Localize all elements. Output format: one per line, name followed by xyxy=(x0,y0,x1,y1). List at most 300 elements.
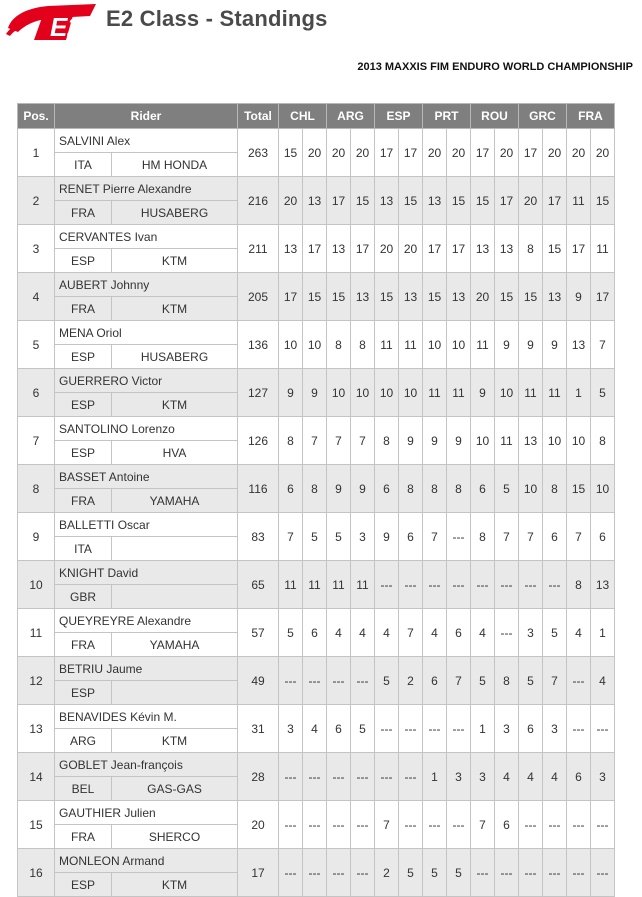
col-header-arg: ARG xyxy=(327,104,375,129)
team-cell: KTM xyxy=(112,249,238,273)
nationality-cell: ESP xyxy=(55,681,112,705)
race-score-cell: 15 xyxy=(375,273,399,321)
race-score-cell: 17 xyxy=(279,273,303,321)
rider-name-cell: RENET Pierre Alexandre xyxy=(55,177,238,201)
race-score-cell: 15 xyxy=(495,273,519,321)
race-score-cell: 5 xyxy=(303,513,327,561)
position-cell: 5 xyxy=(18,321,55,369)
race-score-cell: 8 xyxy=(591,417,615,465)
race-score-cell: 17 xyxy=(495,177,519,225)
race-score-cell: 15 xyxy=(543,225,567,273)
race-score-cell: 15 xyxy=(447,177,471,225)
race-score-cell: 13 xyxy=(399,273,423,321)
race-score-cell: 11 xyxy=(447,369,471,417)
rider-name-cell: GUERRERO Victor xyxy=(55,369,238,393)
race-score-cell: 20 xyxy=(567,129,591,177)
table-row xyxy=(18,177,615,201)
race-score-cell: --- xyxy=(303,753,327,801)
race-score-cell: 4 xyxy=(303,705,327,753)
race-score-cell: 9 xyxy=(447,417,471,465)
race-score-cell: 3 xyxy=(471,753,495,801)
race-score-cell: --- xyxy=(375,561,399,609)
race-score-cell: --- xyxy=(471,561,495,609)
race-score-cell: --- xyxy=(351,801,375,849)
race-score-cell: 10 xyxy=(327,369,351,417)
race-score-cell: 11 xyxy=(519,369,543,417)
race-score-cell: 7 xyxy=(423,513,447,561)
race-score-cell: 15 xyxy=(471,177,495,225)
race-score-cell: --- xyxy=(447,801,471,849)
position-cell: 14 xyxy=(18,753,55,801)
nationality-cell: ITA xyxy=(55,153,112,177)
race-score-cell: --- xyxy=(567,801,591,849)
standings-table xyxy=(17,103,615,897)
team-cell: KTM xyxy=(112,393,238,417)
race-score-cell: 5 xyxy=(447,849,471,897)
rider-name-cell: GOBLET Jean-françois xyxy=(55,753,238,777)
position-cell: 2 xyxy=(18,177,55,225)
race-score-cell: 7 xyxy=(591,321,615,369)
race-score-cell: 5 xyxy=(519,657,543,705)
nationality-cell: FRA xyxy=(55,297,112,321)
race-score-cell: 6 xyxy=(375,465,399,513)
race-score-cell: --- xyxy=(279,657,303,705)
team-cell: KTM xyxy=(112,873,238,897)
race-score-cell: 3 xyxy=(495,705,519,753)
total-points-cell: 211 xyxy=(238,225,279,273)
race-score-cell: --- xyxy=(519,561,543,609)
table-row xyxy=(18,273,615,297)
col-header-grc: GRC xyxy=(519,104,567,129)
race-score-cell: 13 xyxy=(375,177,399,225)
race-score-cell: 5 xyxy=(543,609,567,657)
race-score-cell: --- xyxy=(567,657,591,705)
race-score-cell: 5 xyxy=(399,849,423,897)
team-cell: SHERCO xyxy=(112,825,238,849)
race-score-cell: 8 xyxy=(279,417,303,465)
total-points-cell: 216 xyxy=(238,177,279,225)
position-cell: 9 xyxy=(18,513,55,561)
race-score-cell: --- xyxy=(471,849,495,897)
race-score-cell: 8 xyxy=(327,321,351,369)
race-score-cell: 4 xyxy=(423,609,447,657)
rider-name-cell: SALVINI Alex xyxy=(55,129,238,153)
table-row xyxy=(18,609,615,633)
nationality-cell: GBR xyxy=(55,585,112,609)
race-score-cell: 7 xyxy=(471,801,495,849)
race-score-cell: 8 xyxy=(471,513,495,561)
col-header-rou: ROU xyxy=(471,104,519,129)
position-cell: 15 xyxy=(18,801,55,849)
race-score-cell: 8 xyxy=(543,465,567,513)
race-score-cell: 9 xyxy=(303,369,327,417)
race-score-cell: 7 xyxy=(279,513,303,561)
race-score-cell: 15 xyxy=(279,129,303,177)
race-score-cell: 7 xyxy=(327,417,351,465)
race-score-cell: 4 xyxy=(567,609,591,657)
race-score-cell: 6 xyxy=(303,609,327,657)
race-score-cell: 7 xyxy=(543,657,567,705)
total-points-cell: 205 xyxy=(238,273,279,321)
rider-name-cell: CERVANTES Ivan xyxy=(55,225,238,249)
race-score-cell: 8 xyxy=(351,321,375,369)
col-header-esp: ESP xyxy=(375,104,423,129)
position-cell: 13 xyxy=(18,705,55,753)
race-score-cell: 8 xyxy=(567,561,591,609)
position-cell: 10 xyxy=(18,561,55,609)
race-score-cell: 7 xyxy=(375,801,399,849)
race-score-cell: --- xyxy=(591,705,615,753)
race-score-cell: 20 xyxy=(519,177,543,225)
race-score-cell: 13 xyxy=(351,273,375,321)
race-score-cell: 17 xyxy=(567,225,591,273)
race-score-cell: --- xyxy=(399,801,423,849)
race-score-cell: 3 xyxy=(447,753,471,801)
race-score-cell: 15 xyxy=(327,273,351,321)
position-cell: 1 xyxy=(18,129,55,177)
team-cell: YAMAHA xyxy=(112,633,238,657)
race-score-cell: 7 xyxy=(447,657,471,705)
race-score-cell: 15 xyxy=(303,273,327,321)
nationality-cell: FRA xyxy=(55,489,112,513)
col-header-fra: FRA xyxy=(567,104,615,129)
standings-body xyxy=(18,129,615,897)
race-score-cell: 17 xyxy=(303,225,327,273)
race-score-cell: 11 xyxy=(303,561,327,609)
race-score-cell: --- xyxy=(519,849,543,897)
table-row xyxy=(18,561,615,585)
race-score-cell: 10 xyxy=(591,465,615,513)
race-score-cell: 8 xyxy=(375,417,399,465)
race-score-cell: 10 xyxy=(567,417,591,465)
total-points-cell: 116 xyxy=(238,465,279,513)
race-score-cell: 10 xyxy=(447,321,471,369)
race-score-cell: --- xyxy=(423,705,447,753)
race-score-cell: 9 xyxy=(519,321,543,369)
race-score-cell: 20 xyxy=(303,129,327,177)
team-cell: YAMAHA xyxy=(112,489,238,513)
rider-name-cell: GAUTHIER Julien xyxy=(55,801,238,825)
race-score-cell: 17 xyxy=(423,225,447,273)
table-row xyxy=(18,321,615,345)
total-points-cell: 31 xyxy=(238,705,279,753)
race-score-cell: 7 xyxy=(303,417,327,465)
race-score-cell: 17 xyxy=(471,129,495,177)
col-header-pos: Pos. xyxy=(18,104,55,129)
rider-name-cell: KNIGHT David xyxy=(55,561,238,585)
race-score-cell: 5 xyxy=(279,609,303,657)
nationality-cell: ITA xyxy=(55,537,112,561)
race-score-cell: 5 xyxy=(423,849,447,897)
table-row xyxy=(18,513,615,537)
race-score-cell: 6 xyxy=(567,753,591,801)
race-score-cell: 20 xyxy=(471,273,495,321)
race-score-cell: 13 xyxy=(447,273,471,321)
position-cell: 4 xyxy=(18,273,55,321)
race-score-cell: 8 xyxy=(423,465,447,513)
race-score-cell: --- xyxy=(591,801,615,849)
race-score-cell: --- xyxy=(279,753,303,801)
race-score-cell: 4 xyxy=(327,609,351,657)
nationality-cell: BEL xyxy=(55,777,112,801)
race-score-cell: 20 xyxy=(327,129,351,177)
total-points-cell: 28 xyxy=(238,753,279,801)
race-score-cell: 15 xyxy=(567,465,591,513)
race-score-cell: 11 xyxy=(327,561,351,609)
race-score-cell: --- xyxy=(543,849,567,897)
race-score-cell: 5 xyxy=(495,465,519,513)
nationality-cell: ESP xyxy=(55,249,112,273)
total-points-cell: 127 xyxy=(238,369,279,417)
race-score-cell: --- xyxy=(423,561,447,609)
nationality-cell: ESP xyxy=(55,873,112,897)
nationality-cell: ESP xyxy=(55,393,112,417)
race-score-cell: 3 xyxy=(279,705,303,753)
team-cell xyxy=(112,681,238,705)
race-score-cell: 5 xyxy=(351,705,375,753)
nationality-cell: FRA xyxy=(55,633,112,657)
race-score-cell: 11 xyxy=(495,417,519,465)
race-score-cell: --- xyxy=(543,561,567,609)
table-row xyxy=(18,705,615,729)
total-points-cell: 263 xyxy=(238,129,279,177)
race-score-cell: 20 xyxy=(279,177,303,225)
rider-name-cell: BETRIU Jaume xyxy=(55,657,238,681)
race-score-cell: 6 xyxy=(591,513,615,561)
race-score-cell: --- xyxy=(567,705,591,753)
race-score-cell: --- xyxy=(447,513,471,561)
race-score-cell: 20 xyxy=(423,129,447,177)
race-score-cell: 6 xyxy=(495,801,519,849)
table-row xyxy=(18,369,615,393)
race-score-cell: --- xyxy=(519,801,543,849)
race-score-cell: 9 xyxy=(567,273,591,321)
team-cell: KTM xyxy=(112,729,238,753)
race-score-cell: --- xyxy=(495,561,519,609)
race-score-cell: 9 xyxy=(351,465,375,513)
rider-name-cell: MONLEON Armand xyxy=(55,849,238,873)
race-score-cell: 5 xyxy=(327,513,351,561)
race-score-cell: --- xyxy=(303,849,327,897)
race-score-cell: 15 xyxy=(399,177,423,225)
race-score-cell: 4 xyxy=(471,609,495,657)
race-score-cell: 17 xyxy=(543,177,567,225)
race-score-cell: 11 xyxy=(471,321,495,369)
race-score-cell: --- xyxy=(303,801,327,849)
race-score-cell: 8 xyxy=(519,225,543,273)
race-score-cell: --- xyxy=(447,561,471,609)
race-score-cell: 4 xyxy=(543,753,567,801)
race-score-cell: 13 xyxy=(567,321,591,369)
race-score-cell: 13 xyxy=(303,177,327,225)
position-cell: 8 xyxy=(18,465,55,513)
total-points-cell: 126 xyxy=(238,417,279,465)
total-points-cell: 49 xyxy=(238,657,279,705)
race-score-cell: 10 xyxy=(471,417,495,465)
rider-name-cell: BALLETTI Oscar xyxy=(55,513,238,537)
race-score-cell: 8 xyxy=(447,465,471,513)
race-score-cell: 6 xyxy=(327,705,351,753)
race-score-cell: 9 xyxy=(471,369,495,417)
race-score-cell: 11 xyxy=(399,321,423,369)
position-cell: 12 xyxy=(18,657,55,705)
race-score-cell: 20 xyxy=(399,225,423,273)
race-score-cell: 5 xyxy=(471,657,495,705)
race-score-cell: 9 xyxy=(399,417,423,465)
table-row xyxy=(18,225,615,249)
race-score-cell: 10 xyxy=(375,369,399,417)
race-score-cell: --- xyxy=(327,657,351,705)
team-cell: HUSABERG xyxy=(112,201,238,225)
race-score-cell: --- xyxy=(327,801,351,849)
total-points-cell: 136 xyxy=(238,321,279,369)
race-score-cell: 20 xyxy=(591,129,615,177)
race-score-cell: --- xyxy=(543,801,567,849)
race-score-cell: 10 xyxy=(495,369,519,417)
race-score-cell: 1 xyxy=(471,705,495,753)
page-header xyxy=(0,0,642,46)
header-row xyxy=(18,104,615,129)
table-row xyxy=(18,753,615,777)
race-score-cell: 9 xyxy=(279,369,303,417)
race-score-cell: 4 xyxy=(495,753,519,801)
race-score-cell: 8 xyxy=(495,657,519,705)
race-score-cell: 6 xyxy=(471,465,495,513)
race-score-cell: 10 xyxy=(279,321,303,369)
race-score-cell: --- xyxy=(399,561,423,609)
race-score-cell: 11 xyxy=(591,225,615,273)
team-cell xyxy=(112,537,238,561)
race-score-cell: 8 xyxy=(399,465,423,513)
col-header-chl: CHL xyxy=(279,104,327,129)
race-score-cell: 11 xyxy=(423,369,447,417)
table-row xyxy=(18,129,615,153)
race-score-cell: 10 xyxy=(519,465,543,513)
race-score-cell: 11 xyxy=(375,321,399,369)
race-score-cell: 5 xyxy=(375,657,399,705)
team-cell: HVA xyxy=(112,441,238,465)
race-score-cell: --- xyxy=(399,705,423,753)
race-score-cell: 13 xyxy=(519,417,543,465)
position-cell: 6 xyxy=(18,369,55,417)
col-header-rider: Rider xyxy=(55,104,238,129)
race-score-cell: 3 xyxy=(543,705,567,753)
race-score-cell: 10 xyxy=(543,417,567,465)
race-score-cell: 11 xyxy=(279,561,303,609)
race-score-cell: --- xyxy=(351,657,375,705)
race-score-cell: 7 xyxy=(351,417,375,465)
position-cell: 3 xyxy=(18,225,55,273)
race-score-cell: 17 xyxy=(375,129,399,177)
col-header-prt: PRT xyxy=(423,104,471,129)
team-cell: KTM xyxy=(112,297,238,321)
race-score-cell: 9 xyxy=(423,417,447,465)
race-score-cell: 7 xyxy=(399,609,423,657)
table-row xyxy=(18,417,615,441)
race-score-cell: 9 xyxy=(495,321,519,369)
race-score-cell: --- xyxy=(591,849,615,897)
race-score-cell: --- xyxy=(351,753,375,801)
race-score-cell: 13 xyxy=(471,225,495,273)
race-score-cell: 7 xyxy=(519,513,543,561)
race-score-cell: 6 xyxy=(399,513,423,561)
page-title: E2 Class - Standings xyxy=(106,6,328,31)
race-score-cell: --- xyxy=(375,705,399,753)
race-score-cell: --- xyxy=(423,801,447,849)
race-score-cell: --- xyxy=(327,849,351,897)
logo-text: E2 xyxy=(50,12,82,42)
race-score-cell: 17 xyxy=(519,129,543,177)
race-score-cell: 7 xyxy=(567,513,591,561)
race-score-cell: 4 xyxy=(519,753,543,801)
race-score-cell: 7 xyxy=(495,513,519,561)
race-score-cell: 8 xyxy=(303,465,327,513)
table-row xyxy=(18,849,615,873)
race-score-cell: 2 xyxy=(399,657,423,705)
race-score-cell: --- xyxy=(375,753,399,801)
race-score-cell: 20 xyxy=(495,129,519,177)
race-score-cell: 11 xyxy=(567,177,591,225)
race-score-cell: 10 xyxy=(423,321,447,369)
total-points-cell: 17 xyxy=(238,849,279,897)
race-score-cell: 20 xyxy=(375,225,399,273)
race-score-cell: 6 xyxy=(279,465,303,513)
rider-name-cell: BASSET Antoine xyxy=(55,465,238,489)
race-score-cell: 10 xyxy=(303,321,327,369)
team-cell xyxy=(112,585,238,609)
race-score-cell: 13 xyxy=(543,273,567,321)
race-score-cell: 3 xyxy=(351,513,375,561)
nationality-cell: FRA xyxy=(55,201,112,225)
total-points-cell: 57 xyxy=(238,609,279,657)
race-score-cell: 11 xyxy=(351,561,375,609)
table-row xyxy=(18,657,615,681)
race-score-cell: 15 xyxy=(351,177,375,225)
race-score-cell: 13 xyxy=(327,225,351,273)
race-score-cell: 15 xyxy=(423,273,447,321)
position-cell: 7 xyxy=(18,417,55,465)
race-score-cell: --- xyxy=(327,753,351,801)
race-score-cell: 9 xyxy=(327,465,351,513)
team-cell: GAS-GAS xyxy=(112,777,238,801)
rider-name-cell: QUEYREYRE Alexandre xyxy=(55,609,238,633)
race-score-cell: 13 xyxy=(279,225,303,273)
race-score-cell: --- xyxy=(399,753,423,801)
total-points-cell: 83 xyxy=(238,513,279,561)
race-score-cell: --- xyxy=(567,849,591,897)
race-score-cell: --- xyxy=(495,849,519,897)
race-score-cell: 1 xyxy=(423,753,447,801)
race-score-cell: 4 xyxy=(351,609,375,657)
rider-name-cell: BENAVIDES Kévin M. xyxy=(55,705,238,729)
race-score-cell: 17 xyxy=(351,225,375,273)
race-score-cell: 17 xyxy=(327,177,351,225)
race-score-cell: 2 xyxy=(375,849,399,897)
race-score-cell: --- xyxy=(303,657,327,705)
race-score-cell: --- xyxy=(279,801,303,849)
race-score-cell: 6 xyxy=(447,609,471,657)
race-score-cell: --- xyxy=(447,705,471,753)
race-score-cell: 17 xyxy=(591,273,615,321)
total-points-cell: 65 xyxy=(238,561,279,609)
race-score-cell: --- xyxy=(279,849,303,897)
position-cell: 16 xyxy=(18,849,55,897)
position-cell: 11 xyxy=(18,609,55,657)
race-score-cell: 20 xyxy=(447,129,471,177)
race-score-cell: 5 xyxy=(591,369,615,417)
race-score-cell: 10 xyxy=(351,369,375,417)
race-score-cell: 4 xyxy=(375,609,399,657)
